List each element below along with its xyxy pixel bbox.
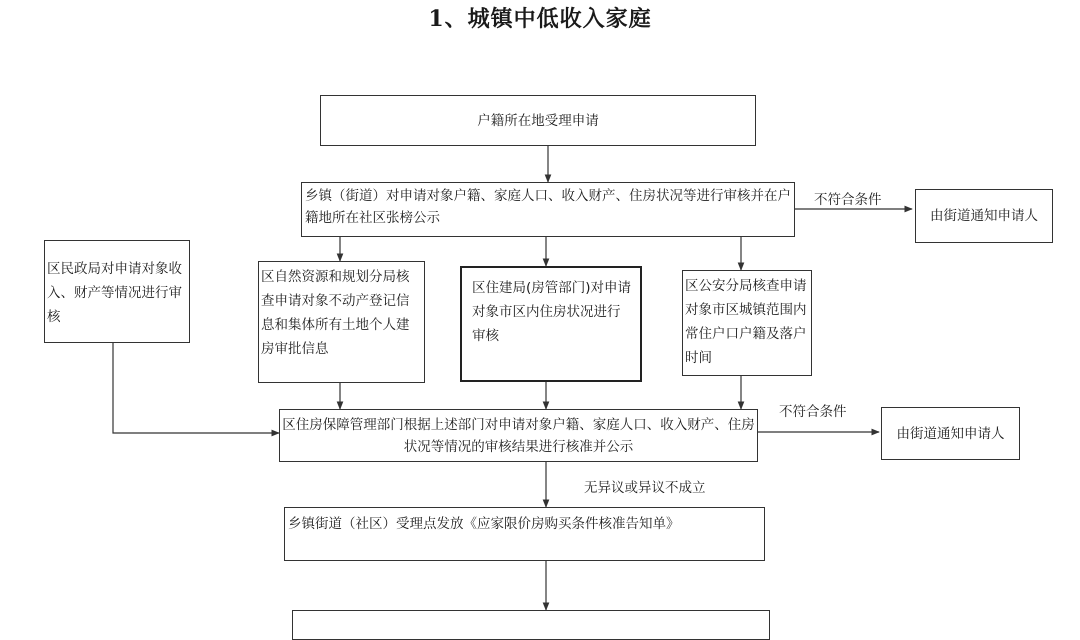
node-next-partial [292,610,770,640]
node-notice [284,507,765,561]
node-natural-resources-text: 区自然资源和规划分局核查申请对象不动产登记信息和集体所有土地个人建房审批信息 [261,269,410,357]
label-reject-2: 不符合条件 [779,404,847,420]
node-notify-2 [881,407,1020,460]
node-civil-affairs [44,240,190,343]
node-housing-security [279,409,758,462]
page-title: 1、城镇中低收入家庭 [428,6,652,32]
node-apply [320,95,756,146]
node-housing-bureau [460,266,642,382]
node-civil-affairs-text: 区民政局对申请对象收入、财产等情况进行审核 [47,261,182,325]
node-notify-1-text: 由街道通知申请人 [930,208,1038,224]
node-apply-text: 户籍所在地受理申请 [477,112,599,129]
label-no-objection: 无异议或异议不成立 [584,480,706,496]
node-notice-text: 乡镇街道（社区）受理点发放《应家限价房购买条件核准告知单》 [288,516,680,532]
arrow-civil-to-security [113,343,279,433]
node-notify-2-text: 由街道通知申请人 [896,425,1005,442]
node-town-review [301,182,795,237]
node-housing-bureau-text: 区住建局(房管部门)对申请对象市区内住房状况进行审核 [472,280,632,344]
label-reject-1: 不符合条件 [814,192,882,208]
node-natural-resources [258,261,425,383]
node-notify-1 [915,189,1053,243]
node-housing-security-text: 区住房保障管理部门根据上述部门对申请对象户籍、家庭人口、收入财产、住房状况等情况的审核结果进行核准并公示 [282,416,755,455]
node-town-review-text: 乡镇（街道）对申请对象户籍、家庭人口、收入财产、住房状况等进行审核并在户籍地所在社区张榜公示 [305,188,791,226]
node-public-security [682,270,812,376]
node-public-security-text: 区公安分局核查申请对象市区城镇范围内常住户口户籍及落户时间 [685,278,807,366]
